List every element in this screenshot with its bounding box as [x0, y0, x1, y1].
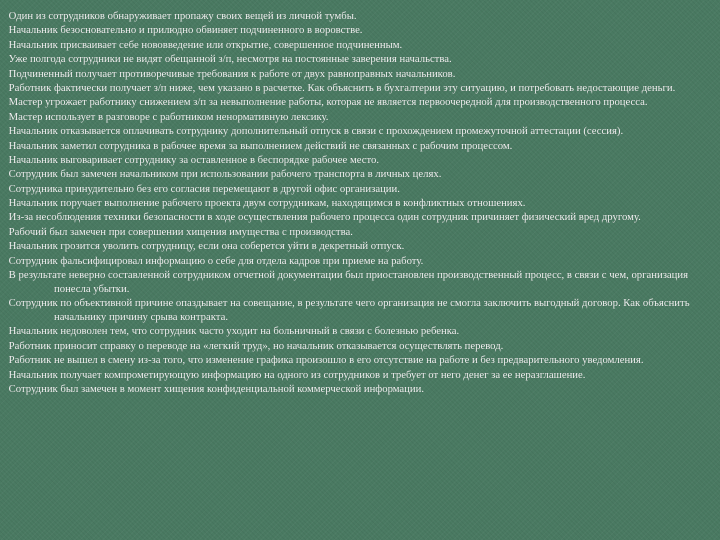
item-text: Мастер угрожает работнику снижением з/п за невыполнение работы, которая не является первоочередной для производственного процесса. [8, 96, 648, 109]
list-item [6, 183, 704, 197]
list-item [6, 240, 704, 254]
list-item [6, 96, 704, 110]
list-item [6, 111, 704, 125]
item-text: В результате неверно составленной сотрудником отчетной документации был приостановлен производственный процесс, в связи с чем, организация понесла убытки. [8, 269, 689, 295]
item-text: Начальник выговаривает сотруднику за оставленное в беспорядке рабочее место. [8, 153, 380, 166]
list-item [6, 154, 704, 168]
list-item [6, 255, 704, 269]
list-item [6, 68, 704, 82]
list-item [6, 325, 704, 339]
item-text: Работник приносит справку о переводе на «легкий труд», но начальник отказывается осуществлять перевод. [8, 339, 504, 352]
item-text: Начальник поручает выполнение рабочего проекта двум сотрудникам, находящимся в конфликтных отношениях. [8, 197, 526, 210]
item-text: Сотрудника принудительно без его согласия перемещают в другой офис организации. [8, 182, 400, 195]
list-item [6, 269, 704, 297]
item-text: Начальник заметил сотрудника в рабочее время за выполнением действий не связанных с рабочим процессом. [8, 139, 513, 152]
item-text: Начальник безосновательно и прилюдно обвиняет подчиненного в воровстве. [8, 24, 363, 37]
item-text: Начальник присваивает себе нововведение или открытие, совершенное подчиненным. [8, 38, 403, 51]
list-item [6, 140, 704, 154]
item-text: Сотрудник по объективной причине опаздывает на совещание, в результате чего организация не смогла заключить выгодный договор. Как объяснить начальнику причину срыва контракта. [8, 297, 690, 324]
item-text: Сотрудник фальсифицировал информацию о себе для отдела кадров при приеме на работу. [8, 254, 424, 267]
list-item [6, 383, 704, 397]
item-text: Начальник недоволен тем, что сотрудник часто уходит на больничный в связи с болезнью ребенка. [8, 325, 460, 338]
item-text: Рабочий был замечен при совершении хищения имущества с производства. [8, 225, 353, 238]
list-item [6, 53, 704, 67]
list-item [6, 354, 704, 368]
item-text: Сотрудник был замечен начальником при использовании рабочего транспорта в личных целях. [8, 168, 442, 181]
item-text: Из-за несоблюдения техники безопасности в ходе осуществления рабочего процесса один сотрудник причиняет физический вред другому. [8, 211, 641, 224]
list-item [6, 168, 704, 182]
item-text: Один из сотрудников обнаруживает пропажу своих вещей из личной тумбы. [8, 10, 357, 22]
item-text: Работник фактически получает з/п ниже, чем указано в расчетке. Как объяснить в бухгалтерии эту ситуацию, и потребовать недостающие деньги. [8, 81, 676, 94]
situation-list [6, 10, 704, 397]
list-item [6, 226, 704, 240]
list-item [6, 340, 704, 354]
item-text: Начальник отказывается оплачивать сотруднику дополнительный отпуск в связи с прохождением промежуточной аттестации (сессия). [8, 125, 624, 138]
item-text: Начальник грозится уволить сотрудницу, если она соберется уйти в декретный отпуск. [8, 240, 405, 253]
item-text: Сотрудник был замечен в момент хищения конфиденциальной коммерческой информации. [8, 382, 425, 395]
item-text: Уже полгода сотрудники не видят обещанной з/п, несмотря на постоянные заверения начальства. [8, 53, 452, 66]
item-text: Подчиненный получает противоречивые требования к работе от двух равноправных начальников. [8, 67, 456, 80]
item-text: Начальник получает компрометирующую информацию на одного из сотрудников и требует от него денег за ее неразглашение. [8, 368, 586, 381]
list-item [6, 39, 704, 53]
item-text: Работник не вышел в смену из-за того, что изменение графика произошло в его отсутствие на работе и без предварительного уведомления. [8, 354, 644, 367]
list-item [6, 82, 704, 96]
list-item [6, 197, 704, 211]
list-item [6, 125, 704, 139]
list-item [6, 24, 704, 38]
list-item [6, 211, 704, 225]
list-item [6, 297, 704, 325]
item-text: Мастер использует в разговоре с работником ненормативную лексику. [8, 110, 329, 123]
list-item [6, 369, 704, 383]
list-item [6, 10, 704, 24]
